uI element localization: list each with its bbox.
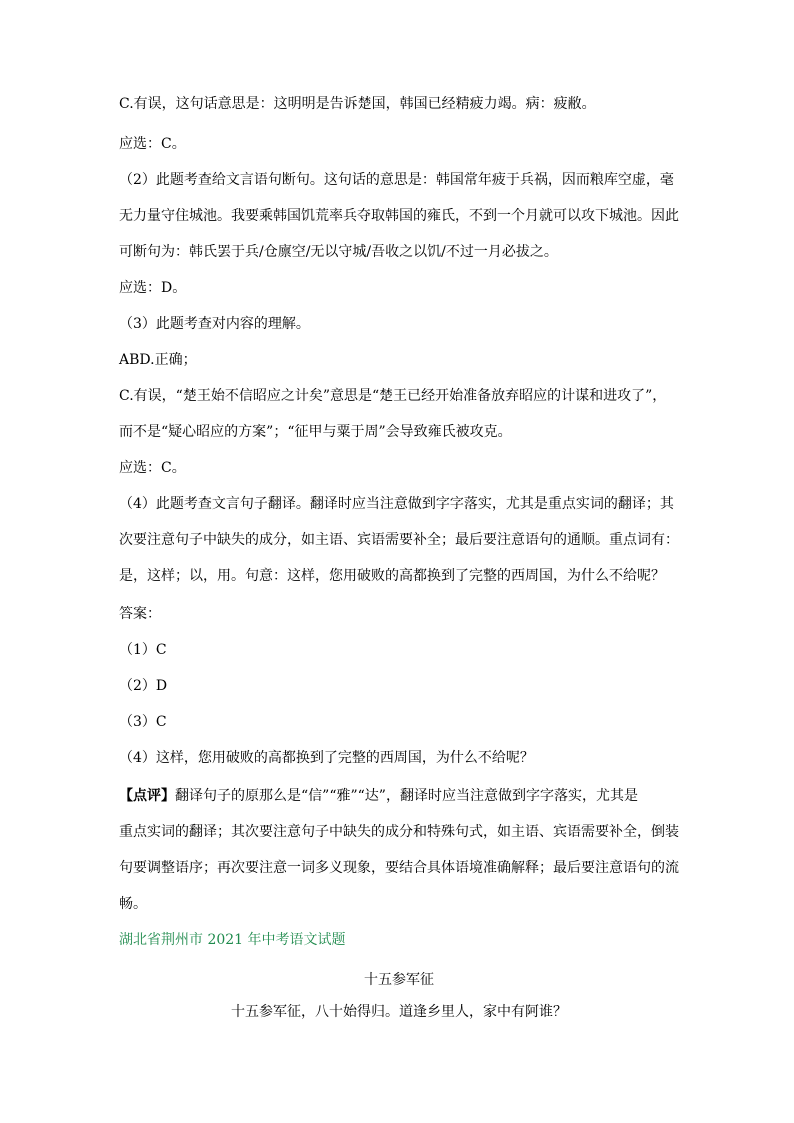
q4-explanation-line-2: 次要注意句子中缺失的成分，如主语、宾语需要补全；最后要注意语句的通顺。重点词有：	[119, 532, 679, 548]
comment-line-1	[119, 787, 679, 805]
q2-explanation-line-2: 无力量守住城池。我要乘韩国饥荒率兵夺取韩国的雍氏，不到一个月就可以攻下城池。因此	[119, 208, 679, 224]
answer-line-c-explanation: C.有误，这句话意思是：这明明是告诉楚国，韩国已经精疲力竭。病：疲敝。	[119, 96, 596, 112]
comment-line-4: 畅。	[119, 896, 147, 912]
poem-line-1: 十五参军征，八十始得归。道逢乡里人，家中有阿谁？	[231, 1004, 567, 1020]
q3-correct-line: ABD.正确；	[119, 352, 197, 368]
answer-choice-line: 应选：C。	[119, 460, 186, 476]
q2-explanation-line-1: （2）此题考查给文言语句断句。这句话的意思是：韩国常年疲于兵祸，因而粮库空虚，毫	[119, 172, 674, 188]
q3-c-explanation-line-1: C.有误，“楚王始不信昭应之计矣”意思是“楚王已经开始准备放弃昭应的计谋和进攻了”，	[119, 388, 667, 404]
q4-explanation-line-1: （4）此题考查文言句子翻译。翻译时应当注意做到字字落实，尤其是重点实词的翻译；其	[119, 496, 674, 512]
source-title: 湖北省荆州市 2021 年中考语文试题	[119, 932, 346, 948]
answers-heading: 答案：	[119, 606, 161, 622]
comment-tag: 【点评】	[119, 788, 175, 804]
comment-line-3: 句要调整语序；再次要注意一词多义现象，要结合具体语境准确解释；最后要注意语句的流	[119, 860, 679, 876]
q2-explanation-line-3: 可断句为：韩氏罢于兵/仓廪空/无以守城/吾收之以饥/不过一月必拔之。	[119, 244, 558, 260]
comment-line-2: 重点实词的翻译；其次要注意句子中缺失的成分和特殊句式，如主语、宾语需要补全，倒装	[119, 824, 679, 840]
q4-explanation-line-3: 是，这样；以，用。句意：这样，您用破败的高都换到了完整的西周国，为什么不给呢？	[119, 568, 665, 584]
answer-3: （3）C	[119, 714, 167, 730]
answer-4: （4）这样，您用破败的高都换到了完整的西周国，为什么不给呢？	[119, 750, 534, 766]
answer-1: （1）C	[119, 642, 167, 658]
answer-choice-line: 应选：C。	[119, 136, 186, 152]
q3-c-explanation-line-2: 而不是“疑心昭应的方案”；“征甲与粟于周”会导致雍氏被攻克。	[119, 424, 512, 440]
answer-2: （2）D	[119, 678, 168, 694]
q3-explanation-line: （3）此题考查对内容的理解。	[119, 316, 310, 332]
answer-choice-line: 应选：D。	[119, 280, 187, 296]
comment-text: 翻译句子的原那么是“信”“雅”“达”，翻译时应当注意做到字字落实，尤其是	[175, 788, 638, 804]
poem-title: 十五参军征	[364, 972, 434, 988]
